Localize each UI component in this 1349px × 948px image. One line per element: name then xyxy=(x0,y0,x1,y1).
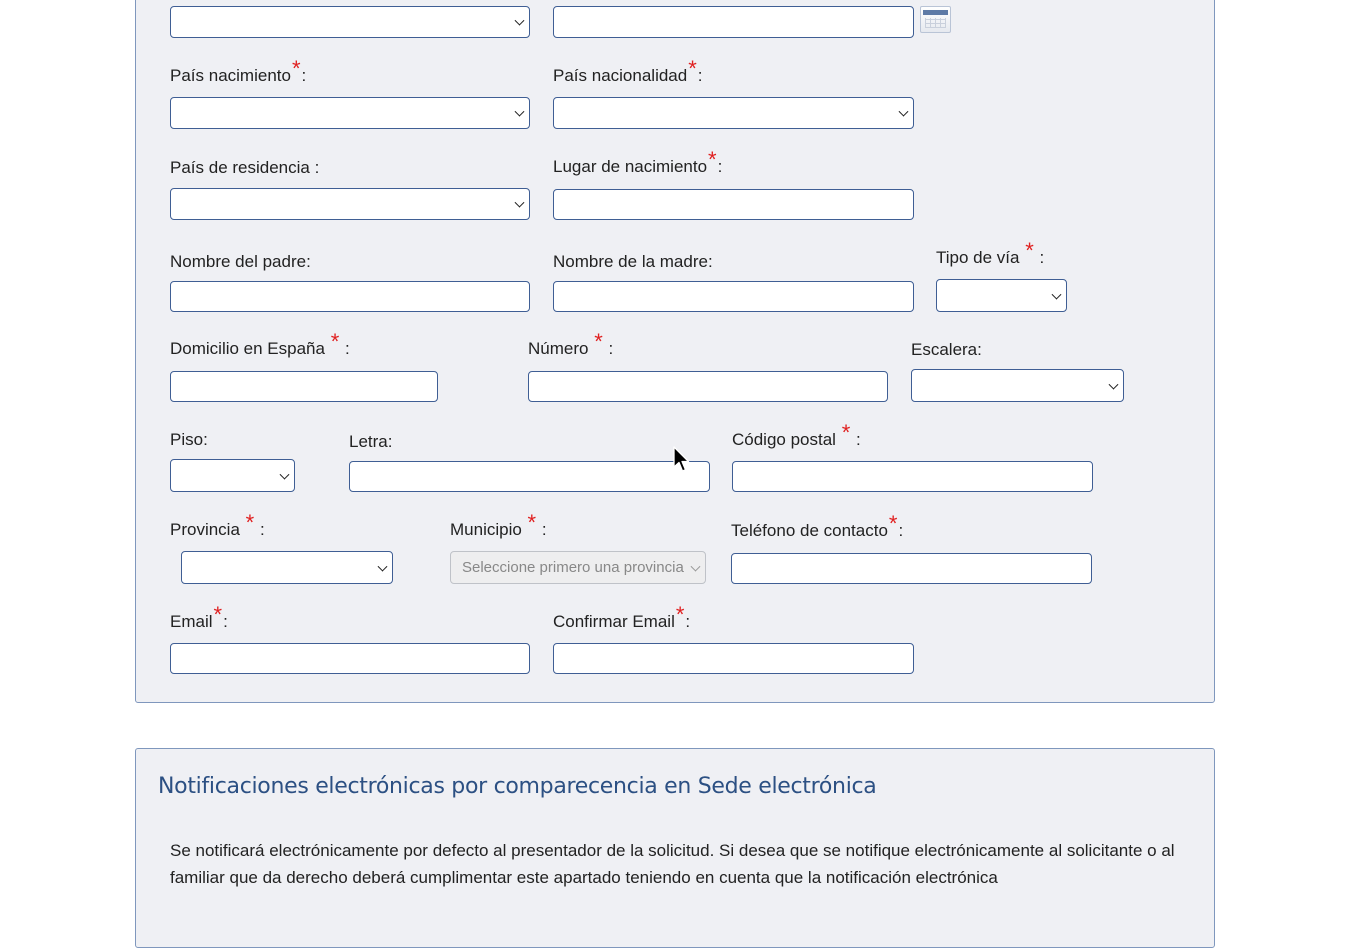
chevron-down-icon xyxy=(378,561,388,571)
tipo-via-label: Tipo de vía * : xyxy=(936,238,1045,267)
domicilio-label: Domicilio en España * : xyxy=(170,329,350,358)
domicilio-input[interactable] xyxy=(170,371,438,402)
chevron-down-icon xyxy=(1052,289,1062,299)
telefono-label: Teléfono de contacto*: xyxy=(731,511,904,540)
lugar-nacimiento-label: Lugar de nacimiento*: xyxy=(553,147,723,176)
municipio-placeholder: Seleccione primero una provincia xyxy=(462,559,684,576)
letra-input[interactable] xyxy=(349,461,710,492)
numero-input[interactable] xyxy=(528,371,888,402)
mouse-pointer-icon xyxy=(673,446,693,474)
piso-label: Piso: xyxy=(170,430,208,449)
email-input[interactable] xyxy=(170,643,530,674)
provincia-select[interactable] xyxy=(181,551,393,584)
chevron-down-icon xyxy=(280,469,290,479)
pais-residencia-label: País de residencia : xyxy=(170,158,320,177)
confirmar-email-input[interactable] xyxy=(553,643,914,674)
nombre-madre-input[interactable] xyxy=(553,281,914,312)
municipio-label: Municipio * : xyxy=(450,510,547,539)
date-input[interactable] xyxy=(553,6,914,38)
notifications-title: Notificaciones electrónicas por comparecencia en Sede electrónica xyxy=(158,774,877,799)
tipo-via-select[interactable] xyxy=(936,279,1067,312)
chevron-down-icon xyxy=(515,107,525,117)
calendar-icon[interactable] xyxy=(920,6,951,33)
email-label: Email*: xyxy=(170,602,228,631)
pais-residencia-select[interactable] xyxy=(170,188,530,220)
provincia-label: Provincia * : xyxy=(170,510,265,539)
notifications-text: Se notificará electrónicamente por defecto al presentador de la solicitud. Si desea que se notifique electrónicamente al solicitante o al familiar que da derecho deberá cumplimentar este apartado teniendo en cuenta que la notificación electrónica xyxy=(170,841,1175,887)
chevron-down-icon xyxy=(515,198,525,208)
top-select[interactable] xyxy=(170,6,530,38)
pais-nacionalidad-select[interactable] xyxy=(553,97,914,129)
telefono-input[interactable] xyxy=(731,553,1092,584)
nombre-madre-label: Nombre de la madre: xyxy=(553,252,713,271)
escalera-select[interactable] xyxy=(911,369,1124,402)
pais-nacimiento-select[interactable] xyxy=(170,97,530,129)
chevron-down-icon xyxy=(515,16,525,26)
pais-nacionalidad-label: País nacionalidad*: xyxy=(553,56,703,85)
letra-label: Letra: xyxy=(349,432,393,451)
piso-select[interactable] xyxy=(170,459,295,492)
escalera-label: Escalera: xyxy=(911,340,982,359)
municipio-select[interactable] xyxy=(450,551,706,584)
pais-nacimiento-label: País nacimiento*: xyxy=(170,56,307,85)
numero-label: Número * : xyxy=(528,329,614,358)
lugar-nacimiento-input[interactable] xyxy=(553,189,914,220)
nombre-padre-label: Nombre del padre: xyxy=(170,252,311,271)
codigo-postal-label: Código postal * : xyxy=(732,420,861,449)
codigo-postal-input[interactable] xyxy=(732,461,1093,492)
chevron-down-icon xyxy=(899,107,909,117)
confirmar-email-label: Confirmar Email*: xyxy=(553,602,691,631)
chevron-down-icon xyxy=(1109,379,1119,389)
nombre-padre-input[interactable] xyxy=(170,281,530,312)
chevron-down-icon xyxy=(691,561,701,571)
